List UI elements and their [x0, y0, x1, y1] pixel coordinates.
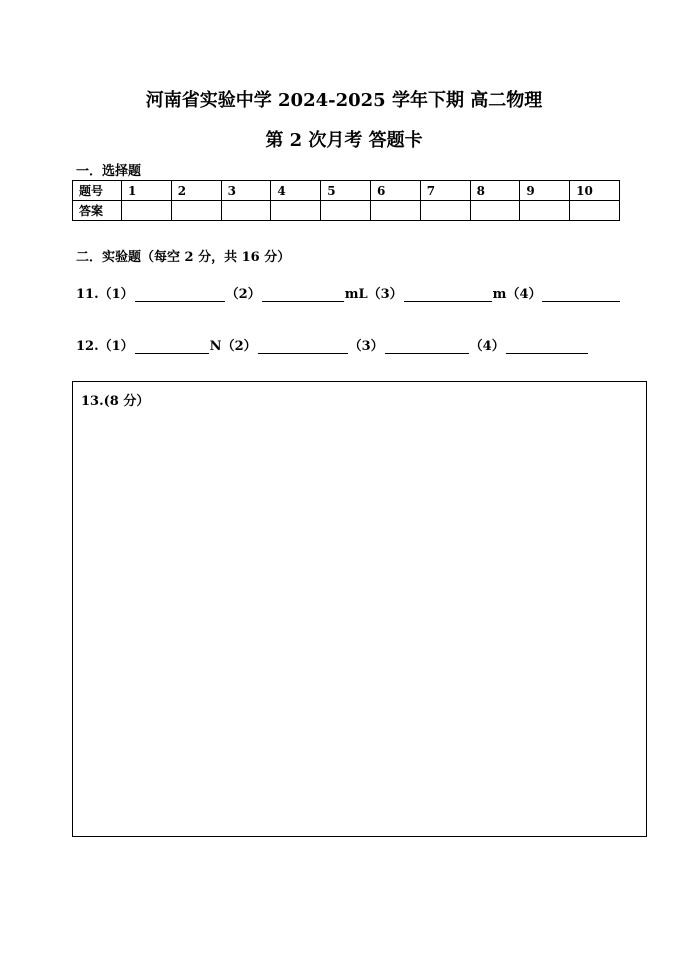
part-label: （3） — [348, 339, 384, 354]
section-heading-experiment: 二．实验题（每空 2 分，共 16 分） — [76, 250, 291, 265]
question-13-answer-box[interactable] — [72, 381, 647, 837]
question-number-cell: 5 — [321, 181, 371, 201]
answer-blank[interactable] — [135, 339, 209, 354]
question-number-cell: 6 — [370, 181, 420, 201]
page-subtitle: 第 2 次月考 答题卡 — [265, 130, 423, 151]
question-number-cell: 3 — [221, 181, 271, 201]
answer-blank[interactable] — [542, 287, 620, 302]
part-label: （1） — [98, 339, 134, 354]
answer-cell[interactable] — [470, 201, 520, 221]
answer-cell[interactable] — [370, 201, 420, 221]
unit-label: mL — [344, 287, 368, 302]
question-13-label: 13.(8 分） — [81, 394, 150, 409]
question-number-cell: 1 — [122, 181, 172, 201]
part-label: （2） — [225, 287, 261, 302]
question-11-row — [76, 283, 621, 302]
answer-blank[interactable] — [404, 287, 492, 302]
question-12-row — [76, 335, 589, 354]
answer-cell[interactable] — [122, 201, 172, 221]
question-number-cell: 7 — [420, 181, 470, 201]
answer-blank[interactable] — [258, 339, 348, 354]
answer-cell[interactable] — [271, 201, 321, 221]
answer-cell[interactable] — [420, 201, 470, 221]
answer-blank[interactable] — [262, 287, 344, 302]
answer-cell[interactable] — [570, 201, 620, 221]
question-number: 12. — [76, 339, 99, 354]
part-label: （3） — [367, 287, 403, 302]
section-heading-choice: 一．选择题 — [76, 164, 142, 179]
question-number: 11. — [76, 287, 99, 302]
row-label-answer: 答案 — [73, 201, 122, 221]
unit-label: m — [492, 287, 507, 302]
row-label-number: 题号 — [73, 181, 122, 201]
answer-blank[interactable] — [506, 339, 588, 354]
answer-cell[interactable] — [321, 201, 371, 221]
part-label: （4） — [506, 287, 542, 302]
answer-cell[interactable] — [520, 201, 570, 221]
table-row-numbers — [73, 181, 620, 201]
question-number-cell: 9 — [520, 181, 570, 201]
part-label: （1） — [98, 287, 134, 302]
part-label: （4） — [469, 339, 505, 354]
question-number-cell: 10 — [570, 181, 620, 201]
unit-label: N — [209, 339, 222, 354]
answer-blank[interactable] — [385, 339, 469, 354]
question-number-cell: 4 — [271, 181, 321, 201]
question-number-cell: 2 — [171, 181, 221, 201]
part-label: （2） — [221, 339, 257, 354]
page-title: 河南省实验中学 2024-2025 学年下期 高二物理 — [145, 90, 543, 111]
answer-cell[interactable] — [171, 201, 221, 221]
answer-cell[interactable] — [221, 201, 271, 221]
choice-answer-table — [72, 180, 620, 221]
table-row-answers — [73, 201, 620, 221]
question-number-cell: 8 — [470, 181, 520, 201]
answer-blank[interactable] — [135, 287, 225, 302]
